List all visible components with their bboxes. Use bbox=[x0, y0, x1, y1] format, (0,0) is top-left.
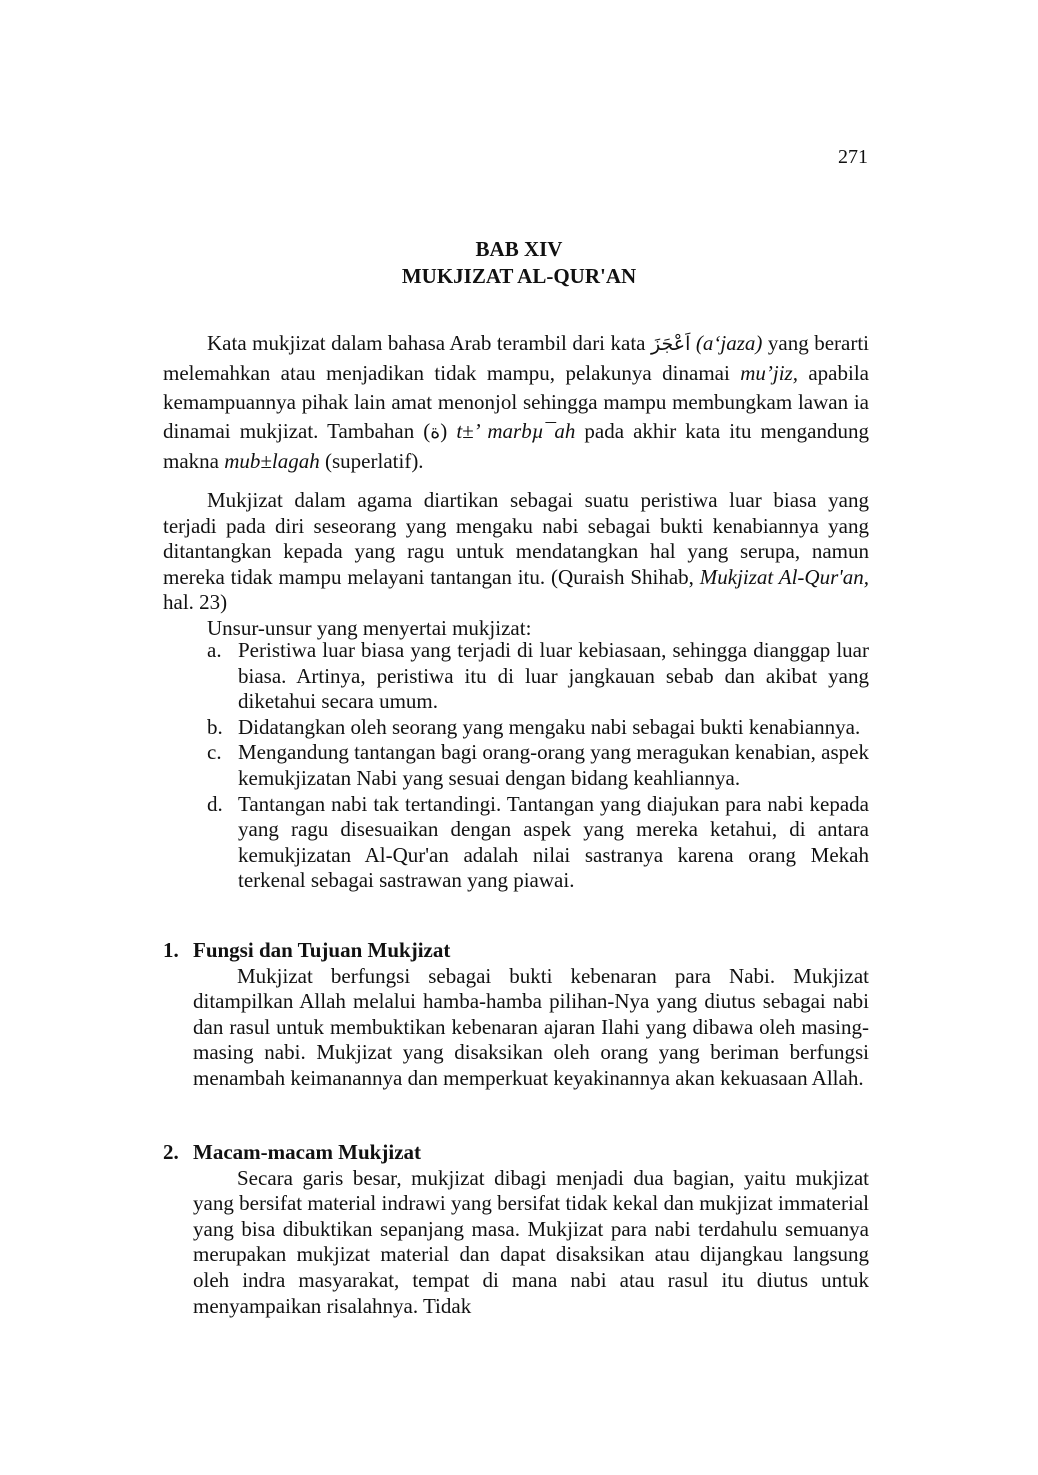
definition-paragraph bbox=[163, 488, 869, 642]
list-item-text: Mengandung tantangan bagi orang-orang yang meragukan kenabian, aspek kemukjizatan Nabi yang sesuai dengan bidang keahliannya. bbox=[238, 740, 869, 790]
section-body bbox=[193, 964, 869, 1092]
list-item bbox=[207, 792, 869, 894]
list-marker: d. bbox=[207, 791, 223, 816]
section-title: Fungsi dan Tujuan Mukjizat bbox=[193, 938, 451, 962]
list-item-text: Didatangkan oleh seorang yang mengaku nabi sebagai bukti kenabiannya. bbox=[238, 714, 861, 739]
section-number: 2. bbox=[163, 1140, 179, 1164]
section-text: Secara garis besar, mukjizat dibagi menjadi dua bagian, yaitu mukjizat yang bersifat material indrawi yang bersifat tidak kekal dan mukjizat immaterial yang bisa dibuktikan sepanjang masa. Mukjizat para nabi terdahulu semuanya merupakan mukjizat material dan dapat disaksikan atau dijangkau langsung oleh indra masyarakat, tempat di mana nabi atau rasul itu diutus untuk menyampaikan risalahnya. Tidak bbox=[193, 1165, 869, 1318]
list-item-text: Peristiwa luar biasa yang terjadi di luar kebiasaan, sehingga dianggap luar biasa. Artinya, peristiwa itu di luar jangkauan sebab dan akibat yang diketahui secara umum. bbox=[238, 638, 869, 714]
intro-text-a: Kata mukjizat dalam bahasa Arab terambil dari kata bbox=[207, 331, 651, 355]
definition-text-a: Mukjizat dalam agama diartikan sebagai suatu peristiwa luar biasa yang terjadi pada diri seseorang yang mengaku nabi sebagai bukti kenabiannya yang ditantangkan kepada yang ragu untuk mendatangkan hal yang serupa, namun mereka tidak mampu melayani tantangan itu. (Quraish Shihab, bbox=[163, 488, 869, 589]
section-text: Mukjizat berfungsi sebagai bukti kebenaran para Nabi. Mukjizat ditampilkan Allah melalui hamba-hamba pilihan-Nya yang diutus sebagai nabi dan rasul untuk membuktikan kebenaran ajaran Ilahi yang dibawa oleh masing-masing nabi. Mukjizat yang disaksikan oleh orang yang beriman berfungsi menambah keimanannya dan memperkuat keyakinannya akan kekuasaan Allah. bbox=[193, 963, 869, 1090]
arabic-letter: ة bbox=[430, 421, 441, 443]
definition-text-b: hal. 23) bbox=[163, 590, 228, 615]
section-macam bbox=[163, 1140, 869, 1319]
section-fungsi bbox=[163, 938, 869, 1092]
section-title: Macam-macam Mukjizat bbox=[193, 1140, 422, 1164]
list-marker: c. bbox=[207, 740, 222, 765]
arabic-word: اَعْجَزَ bbox=[651, 333, 691, 355]
list-intro: Unsur-unsur yang menyertai mukjizat: bbox=[207, 615, 532, 640]
intro-text-b: yang berarti melemahkan atau menjadikan tidak mampu, pelakunya dinamai bbox=[163, 331, 870, 385]
chapter-heading bbox=[0, 236, 1038, 290]
transliteration: (a‘jaza) bbox=[695, 331, 763, 355]
term-mujiz: mu’jiz, bbox=[740, 361, 798, 385]
source-title: Mukjizat Al-Qur'an, bbox=[699, 564, 869, 589]
section-body bbox=[193, 1166, 869, 1320]
list-marker: b. bbox=[207, 714, 223, 739]
intro-text-d: ) bbox=[440, 419, 457, 443]
page-number: 271 bbox=[838, 146, 868, 168]
intro-paragraph bbox=[163, 329, 869, 476]
term-mubalagah: mub±lagah bbox=[224, 449, 320, 473]
elements-list bbox=[207, 638, 869, 894]
list-item bbox=[207, 638, 869, 715]
list-marker: a. bbox=[207, 638, 222, 662]
intro-text-f: (superlatif). bbox=[319, 449, 424, 473]
list-item-text: Tantangan nabi tak tertandingi. Tantangan yang diajukan para nabi kepada yang ragu disesuaikan dengan aspek yang mereka ketahui, di antara kemukjizatan Al-Qur'an adalah nilai sastranya karena orang Mekah terkenal sebagai sastrawan yang piawai. bbox=[238, 791, 869, 893]
chapter-title: MUKJIZAT AL-QUR'AN bbox=[401, 264, 637, 288]
term-ta-marbutah: t±’ marbµ¯ah bbox=[456, 419, 576, 443]
section-heading bbox=[163, 1140, 869, 1166]
section-heading bbox=[163, 938, 869, 964]
list-item bbox=[207, 715, 869, 741]
section-number: 1. bbox=[163, 938, 179, 962]
intro-text-c: apabila kemampuannya pihak lain amat menonjol sehingga mampu membungkam lawan ia dinamai mukjizat. Tambahan ( bbox=[163, 361, 869, 443]
chapter-label: BAB XIV bbox=[475, 237, 563, 261]
intro-text-e: pada akhir kata itu mengandung makna bbox=[163, 419, 869, 473]
list-item bbox=[207, 740, 869, 791]
